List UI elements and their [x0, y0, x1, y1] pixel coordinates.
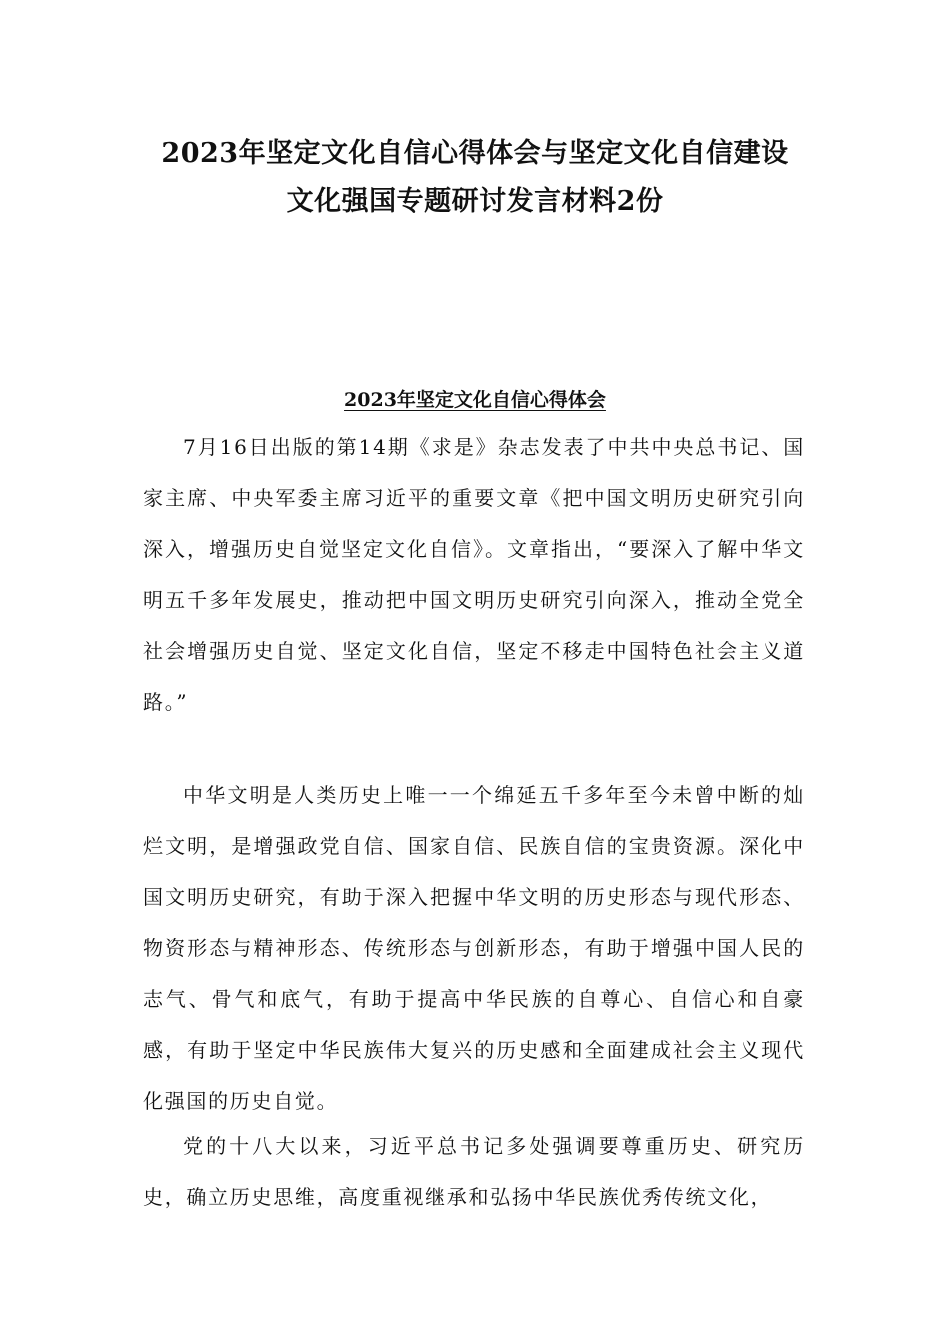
section-title-text: 2023年坚定文化自信心得体会: [344, 389, 606, 411]
section-title: [100, 385, 850, 415]
document-title-line-2: 文化强国专题研讨发言材料2份: [286, 186, 664, 217]
document-title-line-1: 2023年坚定文化自信心得体会与坚定文化自信建设: [161, 138, 789, 169]
body-paragraph-2: 中华文明是人类历史上唯一一个绵延五千多年至今未曾中断的灿烂文明，是增强政党自信、国家自信、民族自信的宝贵资源。深化中国文明历史研究，有助于深入把握中华文明的历史形态与现代形态、物资形态与精神形态、传统形态与创新形态，有助于增强中国人民的志气、骨气和底气，有助于提高中华民族的自尊心、自信心和自豪感，有助于坚定中华民族伟大复兴的历史感和全面建成社会主义现代化强国的历史自觉。: [143, 783, 805, 1113]
document-title: [100, 130, 850, 226]
body-paragraph-1: 7月16日出版的第14期《求是》杂志发表了中共中央总书记、国家主席、中央军委主席习近平的重要文章《把中国文明历史研究引向深入，增强历史自觉坚定文化自信》。文章指出，“要深入了解中华文明五千多年发展史，推动把中国文明历史研究引向深入，推动全党全社会增强历史自觉、坚定文化自信，坚定不移走中国特色社会主义道路。”: [143, 435, 805, 714]
body-paragraph-3: 党的十八大以来，习近平总书记多处强调要尊重历史、研究历史，确立历史思维，高度重视继承和弘扬中华民族优秀传统文化，: [143, 1134, 805, 1209]
